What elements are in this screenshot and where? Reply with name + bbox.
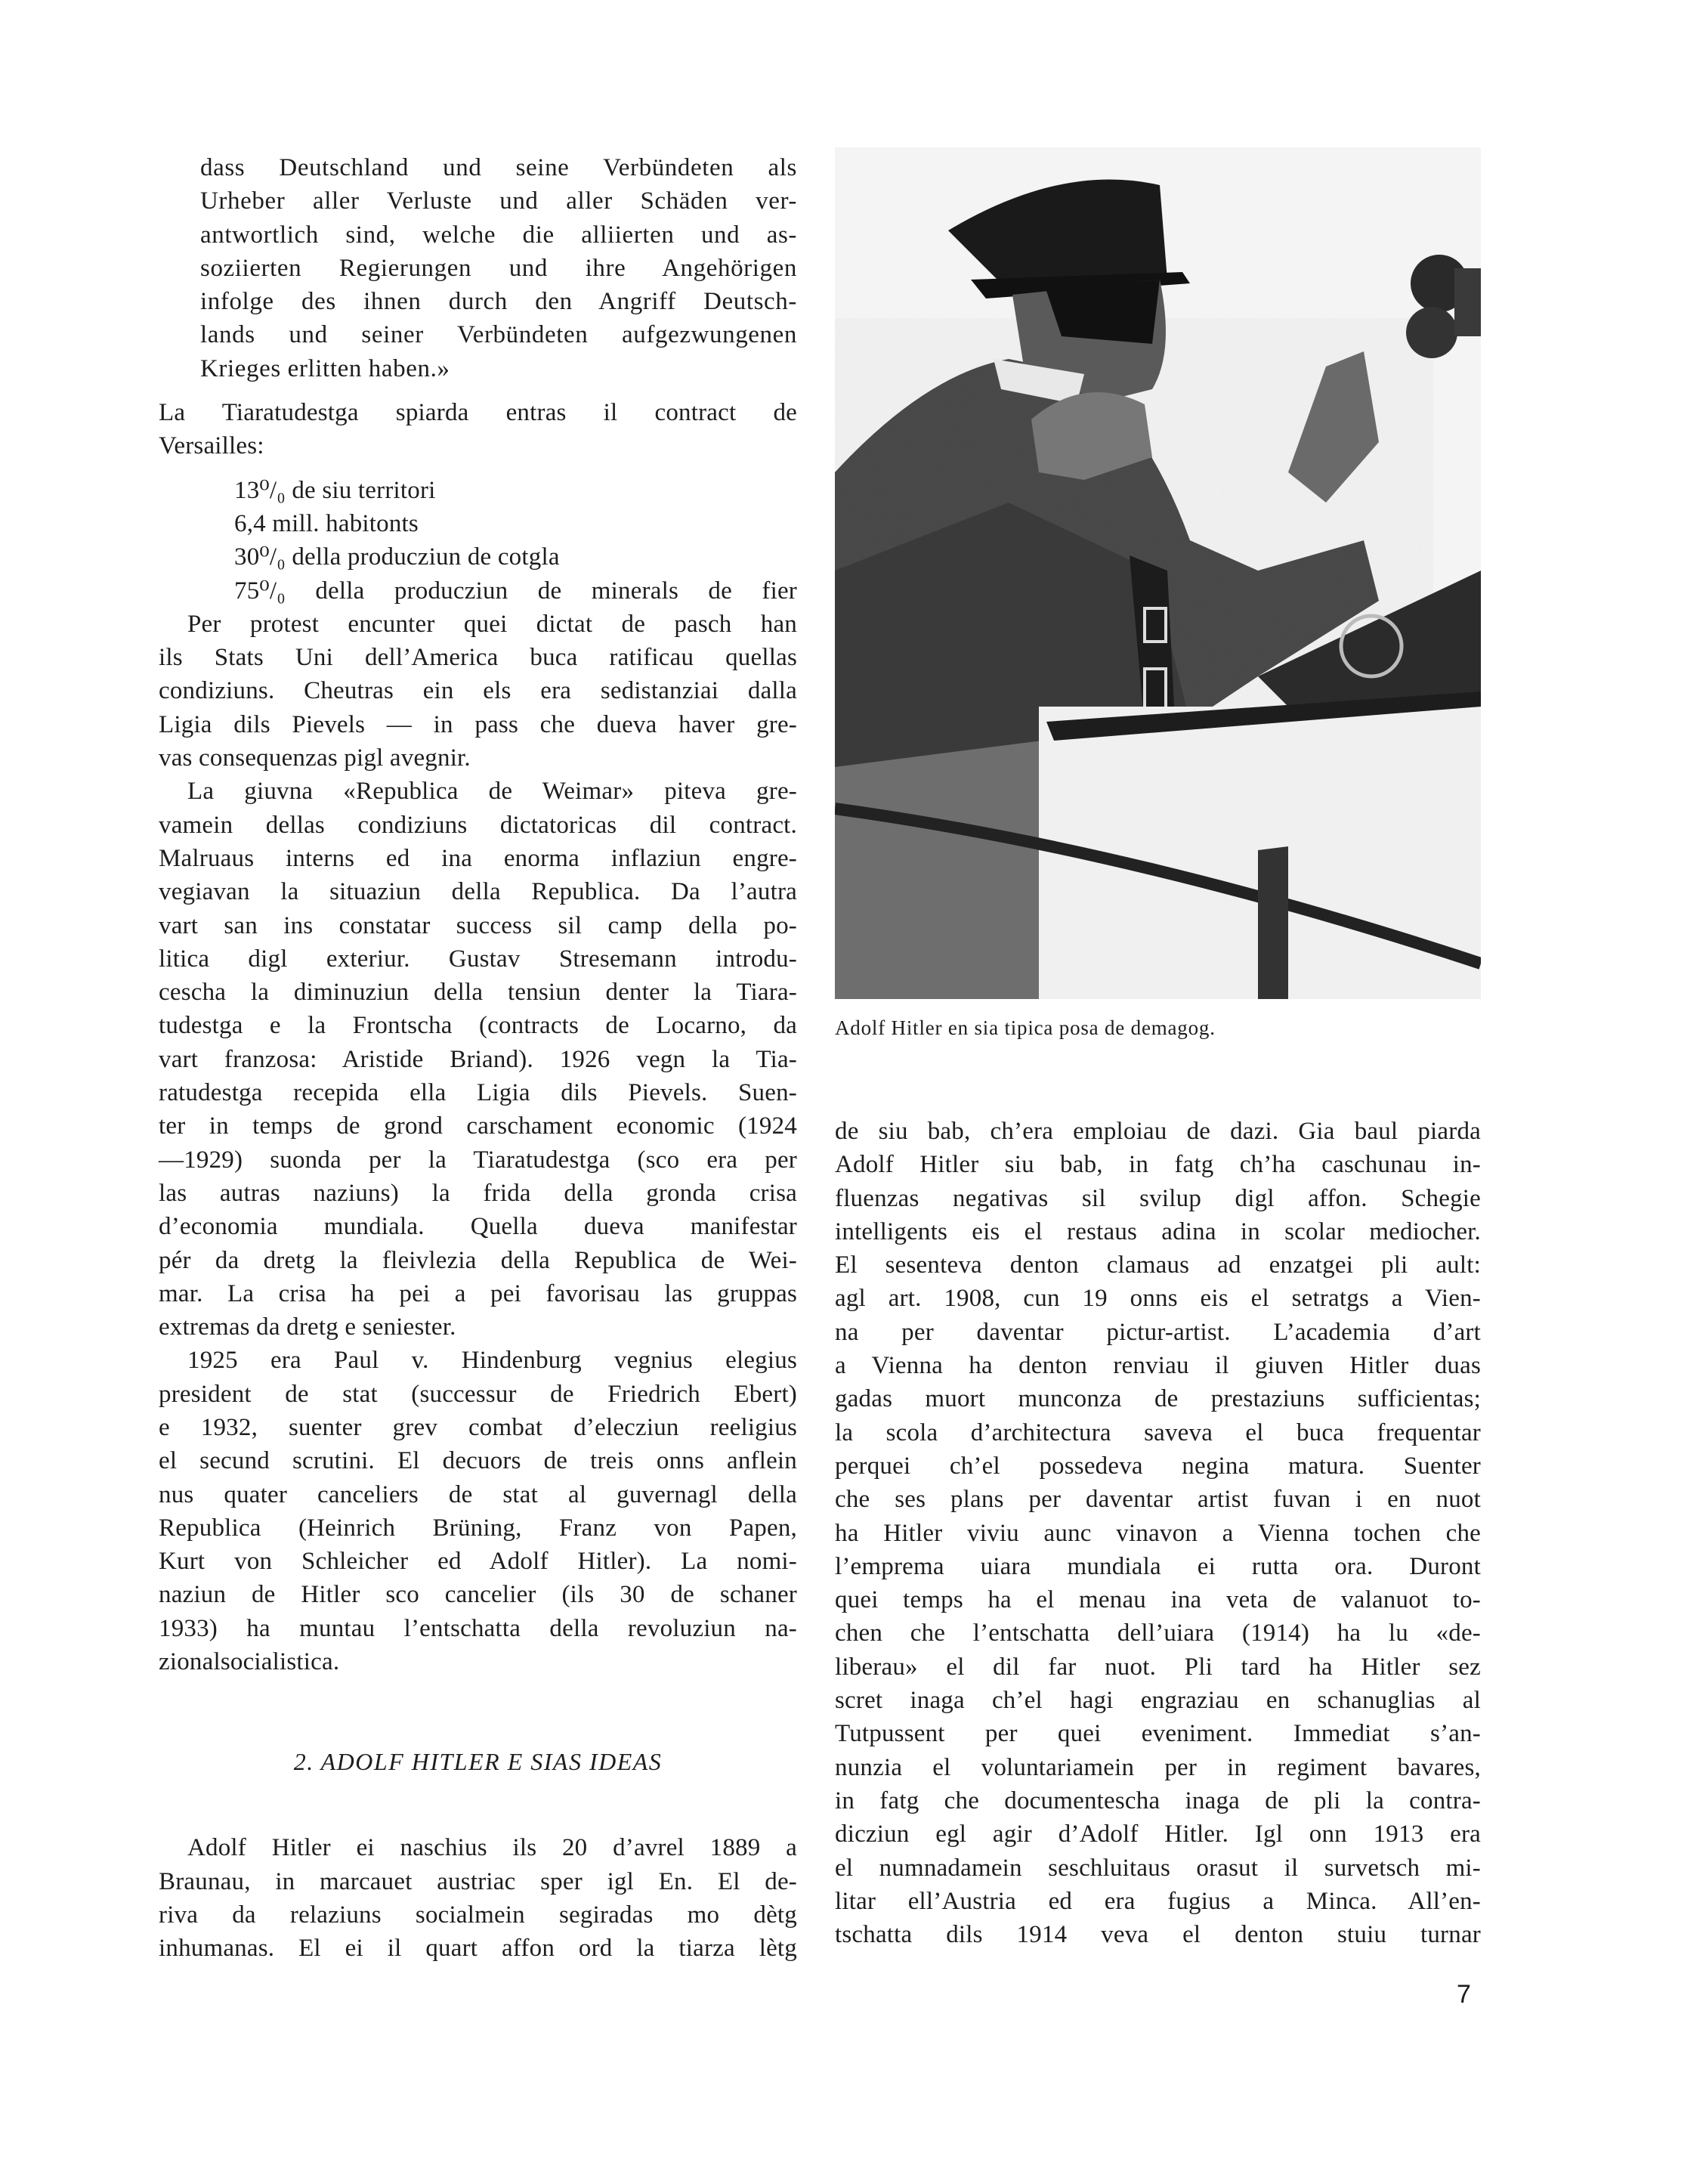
loss-item: 30⁰/₀ della producziun de cotgla — [234, 543, 560, 571]
paragraph-line: Per protest encunter quei dictat de pasch han — [187, 610, 797, 638]
paragraph-line: vart san ins constatar success sil camp della po- — [159, 911, 797, 939]
paragraph-line: vart franzosa: Aristide Briand). 1926 vegn la Tia- — [159, 1045, 797, 1073]
quote-line: antwortlich sind, welche die alliierten und as- — [200, 221, 797, 249]
paragraph-line: las autras naziuns) la frida della gronda crisa — [159, 1179, 797, 1207]
paragraph-line: vas consequenzas pigl avegnir. — [159, 744, 471, 772]
paragraph-line: de siu bab, ch’era emploiau de dazi. Gia baul piarda — [835, 1118, 1481, 1145]
paragraph-line: 1933) ha muntau l’entschatta della revoluziun na- — [159, 1614, 797, 1642]
paragraph-line: d’economia mundiala. Quella dueva manifestar — [159, 1213, 797, 1241]
paragraph-line: nus quater canceliers de stat al guvernagl della — [159, 1480, 797, 1508]
paragraph-line: Tutpussent per quei eveniment. Immediat s’an- — [835, 1720, 1481, 1748]
paragraph-line: a Vienna ha denton renviau il giuven Hitler duas — [835, 1352, 1481, 1380]
page-number: 7 — [1457, 1980, 1471, 2009]
paragraph-line: fluenzas negativas sil svilup digl affon. Schegie — [835, 1184, 1481, 1212]
paragraph-line: Adolf Hitler ei naschius ils 20 d’avrel 1889 a — [187, 1834, 797, 1862]
intro-line: Versailles: — [159, 432, 264, 460]
paragraph-line: Braunau, in marcauet austriac sper igl En. El de- — [159, 1867, 797, 1895]
paragraph-line: ter in temps de grond carschament economic (1924 — [159, 1112, 797, 1140]
hitler-speech-photo — [835, 147, 1481, 999]
paragraph-line: dicziun egl agir d’Adolf Hitler. Igl onn 1913 era — [835, 1821, 1481, 1848]
paragraph-line: el numnadamein seschluitaus orasut il survetsch mi- — [835, 1854, 1481, 1882]
quote-line: lands und seiner Verbündeten aufgezwungenen — [200, 321, 797, 349]
paragraph-line: litar ell’Austria ed era fugius a Minca. All’en- — [835, 1887, 1481, 1915]
intro-paragraph — [159, 396, 797, 463]
paragraph-line: Adolf Hitler siu bab, in fatg ch’ha caschunau in- — [835, 1151, 1481, 1179]
paragraph-line: Republica (Heinrich Brüning, Franz von Papen, — [159, 1514, 797, 1542]
paragraph-line: naziun de Hitler sco cancelier (ils 30 de schaner — [159, 1581, 797, 1609]
paragraph — [159, 1344, 797, 1678]
paragraph-line: pér da dretg la fleivlezia della Republica de Wei- — [159, 1246, 797, 1274]
paragraph-line: la scola d’architectura saveva el buca frequentar — [835, 1418, 1481, 1446]
photo-caption: Adolf Hitler en sia tipica posa de demagog. — [835, 1016, 1216, 1039]
paragraph-line: ha Hitler viviu aunc vinavon a Vienna tochen che — [835, 1519, 1481, 1547]
paragraph-line: Ligia dils Pievels — in pass che dueva haver gre- — [159, 710, 797, 738]
paragraph-line: perquei ch’el possedeva negina matura. Suenter — [835, 1452, 1481, 1480]
paragraph-line: vamein dellas condiziuns dictatoricas dil contract. — [159, 811, 797, 839]
paragraph-line: zionalsocialistica. — [159, 1648, 340, 1676]
paragraph-line: Kurt von Schleicher ed Adolf Hitler). La nomi- — [159, 1548, 797, 1576]
treaty-quote — [200, 151, 797, 385]
paragraph-line: intelligents eis el restaus adina in scolar mediocher. — [835, 1217, 1481, 1245]
paragraph-line: vegiavan la situaziun della Republica. Da l’autra — [159, 878, 797, 906]
paragraph — [159, 608, 797, 775]
paragraph-line: ils Stats Uni dell’America buca ratificau quellas — [159, 644, 797, 672]
paragraph-line: liberau» el dil far nuot. Pli tard ha Hitler sez — [835, 1653, 1481, 1681]
paragraph-line: cescha la diminuziun della tensiun denter la Tiara- — [159, 979, 797, 1007]
loss-item: 13⁰/₀ de siu territori — [234, 476, 436, 504]
paragraph-line: 1925 era Paul v. Hindenburg vegnius elegius — [187, 1347, 797, 1375]
paragraph-line: tschatta dils 1914 veva el denton stuiu turnar — [835, 1921, 1481, 1949]
paragraph-line: condiziuns. Cheutras ein els era sedistanziai dalla — [159, 677, 797, 705]
paragraph-line: riva da relaziuns socialmein segiradas mo dètg — [159, 1901, 797, 1929]
section-heading: 2. ADOLF HITLER E SIAS IDEAS — [293, 1748, 663, 1776]
quote-line: Urheber aller Verluste und aller Schäden ver- — [200, 187, 797, 215]
photo-illustration — [835, 147, 1481, 999]
paragraph-line: Malruaus interns ed ina enorma inflaziun engre- — [159, 844, 797, 872]
paragraph-line: La giuvna «Republica de Weimar» piteva gre- — [187, 778, 797, 806]
section-paragraph — [159, 1831, 797, 1965]
paragraph — [159, 775, 797, 1344]
paragraph-line: na per daventar pictur-artist. L’academia d’art — [835, 1318, 1481, 1346]
quote-line: soziierten Regierungen und ihre Angehörigen — [200, 254, 797, 282]
loss-item: 6,4 mill. habitonts — [234, 509, 419, 537]
paragraph-line: chen che l’entschatta dell’uiara (1914) ha lu «de- — [835, 1619, 1481, 1647]
loss-item: 75⁰/₀ della producziun de minerals de fier — [234, 577, 797, 605]
intro-line: La Tiaratudestga spiarda entras il contract de — [159, 399, 797, 427]
paragraph-line: ratudestga recepida ella Ligia dils Pievels. Suen- — [159, 1079, 797, 1107]
paragraph-line: El sesenteva denton clamaus ad enzatgei pli ault: — [835, 1251, 1481, 1279]
paragraph-line: agl art. 1908, cun 19 onns eis el setratgs a Vien- — [835, 1285, 1481, 1313]
paragraph-line: extremas da dretg e seniester. — [159, 1313, 456, 1341]
paragraph-line: president de stat (successur de Friedrich Ebert) — [159, 1380, 797, 1408]
paragraph-line: litica digl exteriur. Gustav Stresemann introdu- — [159, 945, 797, 973]
quote-line: infolge des ihnen durch den Angriff Deutsch- — [200, 288, 797, 316]
paragraph-line: gadas muort munconza de prestaziuns sufficientas; — [835, 1385, 1481, 1413]
paragraph-line: e 1932, suenter grev combat d’elecziun reeligius — [159, 1413, 797, 1441]
paragraph-line: scret inaga ch’el hagi engraziau en schanuglias al — [835, 1687, 1481, 1715]
body-paragraphs — [159, 608, 797, 1679]
left-column — [159, 151, 797, 1966]
losses-list — [159, 474, 797, 608]
paragraph-line: el secund scrutini. El decuors de treis onns anflein — [159, 1447, 797, 1475]
paragraph-line: mar. La crisa ha pei a pei favorisau las gruppas — [159, 1279, 797, 1307]
paragraph-line: tudestga e la Frontscha (contracts de Locarno, da — [159, 1012, 797, 1040]
paragraph-line: nunzia el voluntariamein per in regiment bavares, — [835, 1753, 1481, 1781]
right-column — [835, 1115, 1481, 1951]
quote-line: Krieges erlitten haben.» — [200, 354, 450, 382]
paragraph-line: l’emprema uiara mundiala ei rutta ora. Duront — [835, 1552, 1481, 1580]
paragraph-line: che ses plans per daventar artist fuvan i en nuot — [835, 1486, 1481, 1514]
paragraph-line: —1929) suonda per la Tiaratudestga (sco era per — [159, 1146, 797, 1174]
paragraph-line: in fatg che documentescha inaga de pli la contra- — [835, 1786, 1481, 1814]
paragraph-line: quei temps ha el menau ina veta de valanuot to- — [835, 1586, 1481, 1614]
paragraph-line: inhumanas. El ei il quart affon ord la tiarza lètg — [159, 1935, 797, 1963]
quote-line: dass Deutschland und seine Verbündeten als — [200, 154, 797, 181]
